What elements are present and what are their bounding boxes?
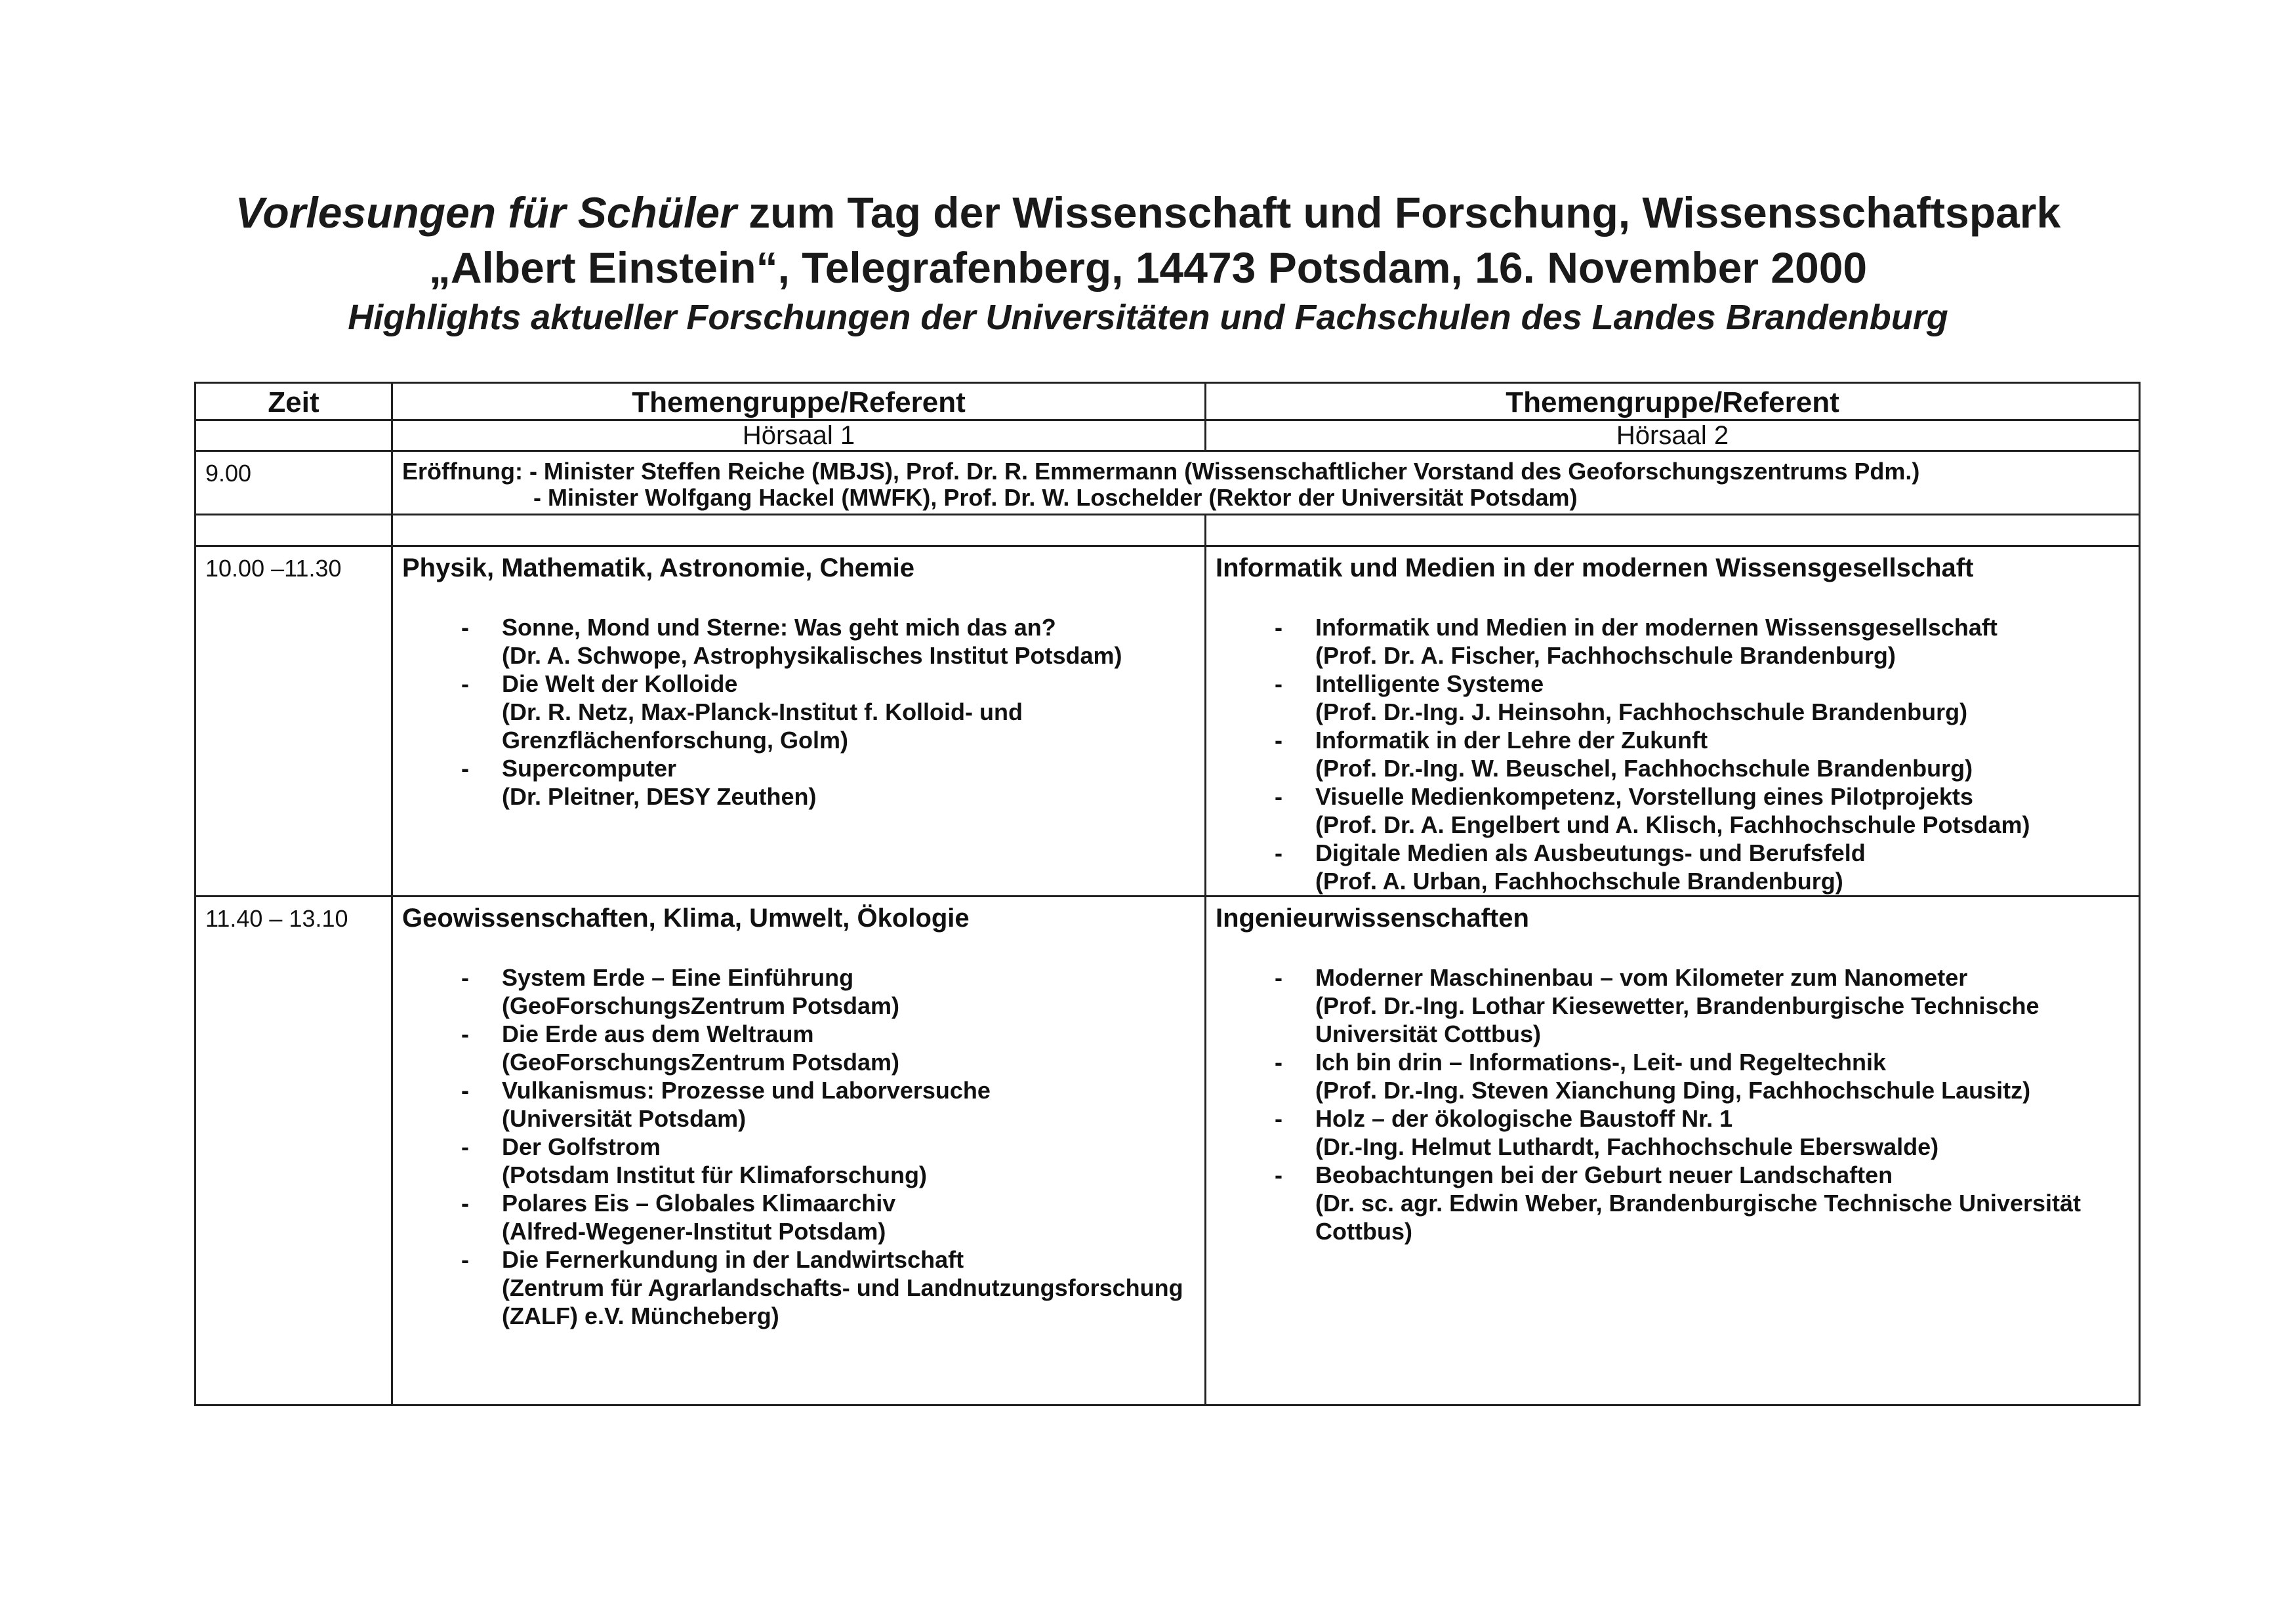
session-row: [195, 546, 2140, 897]
spacer-cell: [1206, 515, 2140, 546]
talk-list: [1216, 963, 2139, 1245]
session-time: 11.40 – 13.10: [195, 897, 392, 1405]
room-2: Hörsaal 2: [1206, 420, 2140, 451]
talk-item: [1275, 726, 2139, 782]
talk-speaker: (Dr.-Ing. Helmut Luthardt, Fachhochschule Eberswalde): [1315, 1133, 1939, 1160]
title-line-1: [0, 185, 2296, 240]
session-row: [195, 897, 2140, 1405]
talk-item: [461, 963, 1204, 1020]
talk-item: [461, 1076, 1204, 1133]
room-blank-cell: [195, 420, 392, 451]
title-rest: zum Tag der Wissenschaft und Forschung, Wissensschaftspark: [736, 188, 2061, 237]
session-hall-2-cell: [1206, 546, 2140, 897]
session-hall-1-cell: [392, 546, 1206, 897]
talk-list: [402, 613, 1204, 811]
talk-item: [1275, 963, 2139, 1048]
talk-item: [461, 1245, 1204, 1330]
talk-item: [461, 754, 1204, 811]
opening-cell: [392, 451, 2140, 515]
talk-speaker: (Prof. Dr.-Ing. Lothar Kiesewetter, Brandenburgische Technische Universität Cottbus): [1315, 992, 2040, 1047]
talk-title: - Moderner Maschinenbau – vom Kilometer zum Nanometer: [1315, 964, 1968, 991]
talk-speaker: (Dr. sc. agr. Edwin Weber, Brandenburgische Technische Universität Cottbus): [1315, 1190, 2081, 1245]
session-hall-1-cell: [392, 897, 1206, 1405]
talk-item: [1275, 1048, 2139, 1104]
talk-item: [1275, 782, 2139, 839]
talk-title: - Visuelle Medienkompetenz, Vorstellung eines Pilotprojekts: [1315, 783, 1973, 810]
talk-speaker: (Prof. Dr.-Ing. W. Beuschel, Fachhochschule Brandenburg): [1315, 755, 1973, 782]
talk-title: - Informatik in der Lehre der Zukunft: [1315, 727, 1708, 754]
talk-speaker: (Universität Potsdam): [502, 1105, 747, 1132]
talk-title: - Die Fernerkundung in der Landwirtschaft: [502, 1246, 964, 1273]
topic-title: Ingenieurwissenschaften: [1216, 904, 1529, 933]
talk-title: - Beobachtungen bei der Geburt neuer Landschaften: [1315, 1161, 1893, 1188]
talk-item: [461, 1133, 1204, 1189]
title-line-2: „Albert Einstein“, Telegrafenberg, 14473 Potsdam, 16. November 2000: [428, 243, 1868, 292]
spacer-cell: [195, 515, 392, 546]
talk-item: [1275, 839, 2139, 895]
talk-speaker: (Prof. Dr.-Ing. Steven Xianchung Ding, Fachhochschule Lausitz): [1315, 1077, 2031, 1104]
talk-speaker: (Potsdam Institut für Klimaforschung): [502, 1161, 927, 1188]
talk-item: [1275, 613, 2139, 670]
talk-title: - Digitale Medien als Ausbeutungs- und Berufsfeld: [1315, 839, 1866, 866]
talk-title: - Ich bin drin – Informations-, Leit- und Regeltechnik: [1315, 1049, 1887, 1076]
talk-speaker: (Prof. A. Urban, Fachhochschule Brandenburg): [1315, 868, 1843, 895]
talk-title: - System Erde – Eine Einführung: [502, 964, 854, 991]
talk-list: [402, 963, 1204, 1330]
subtitle: Highlights aktueller Forschungen der Universitäten und Fachschulen des Landes Brandenburg: [348, 298, 1948, 337]
topic-title: Geowissenschaften, Klima, Umwelt, Ökologie: [402, 904, 970, 933]
talk-item: [461, 1189, 1204, 1245]
talk-item: [461, 670, 1204, 754]
talk-title: - Die Welt der Kolloide: [502, 670, 738, 697]
spacer-row: [195, 515, 2140, 546]
col-time-header: Zeit: [195, 383, 392, 420]
talk-item: [1275, 1161, 2139, 1245]
talk-speaker: (Alfred-Wegener-Institut Potsdam): [502, 1218, 886, 1245]
talk-item: [461, 613, 1204, 670]
col-group-1-header: Themengruppe/Referent: [392, 383, 1206, 420]
room-1: Hörsaal 1: [392, 420, 1206, 451]
opening-line-2: - Minister Wolfgang Hackel (MWFK), Prof. Dr. W. Loschelder (Rektor der Universität Potsdam): [533, 484, 1578, 511]
talk-speaker: (Zentrum für Agrarlandschafts- und Landnutzungsforschung (ZALF) e.V. Müncheberg): [502, 1274, 1183, 1329]
col-group-2-header: Themengruppe/Referent: [1206, 383, 2140, 420]
talk-speaker: (Dr. Pleitner, DESY Zeuthen): [502, 783, 817, 810]
topic-title: Physik, Mathematik, Astronomie, Chemie: [402, 554, 914, 582]
talk-speaker: (Dr. R. Netz, Max-Planck-Institut f. Kolloid- und Grenzflächenforschung, Golm): [502, 698, 1023, 754]
talk-title: - Holz – der ökologische Baustoff Nr. 1: [1315, 1105, 1733, 1132]
talk-item: [461, 1020, 1204, 1076]
opening-line-1: Eröffnung: - Minister Steffen Reiche (MBJS), Prof. Dr. R. Emmermann (Wissenschaftlicher Vorstand des Geoforschungszentrums Pdm.): [402, 458, 1920, 485]
talk-speaker: (GeoForschungsZentrum Potsdam): [502, 1049, 900, 1076]
talk-title: - Polares Eis – Globales Klimaarchiv: [502, 1190, 896, 1217]
title-italic: Vorlesungen für Schüler: [235, 188, 737, 237]
talk-speaker: (Dr. A. Schwope, Astrophysikalisches Institut Potsdam): [502, 642, 1122, 669]
talk-title: - Intelligente Systeme: [1315, 670, 1544, 697]
talk-speaker: (Prof. Dr. A. Fischer, Fachhochschule Brandenburg): [1315, 642, 1896, 669]
talk-title: - Vulkanismus: Prozesse und Laborversuche: [502, 1077, 991, 1104]
talk-speaker: (GeoForschungsZentrum Potsdam): [502, 992, 900, 1019]
schedule-table: [194, 382, 2141, 1406]
talk-title: - Sonne, Mond und Sterne: Was geht mich das an?: [502, 614, 1056, 641]
spacer-cell: [392, 515, 1206, 546]
talk-item: [1275, 1104, 2139, 1161]
talk-speaker: (Prof. Dr.-Ing. J. Heinsohn, Fachhochschule Brandenburg): [1315, 698, 1968, 725]
opening-row: [195, 451, 2140, 515]
room-row: [195, 420, 2140, 451]
document-header: [0, 185, 2296, 340]
header-row: [195, 383, 2140, 420]
talk-title: - Der Golfstrom: [502, 1133, 661, 1160]
opening-time: 9.00: [195, 451, 392, 515]
talk-title: - Die Erde aus dem Weltraum: [502, 1020, 814, 1047]
session-hall-2-cell: [1206, 897, 2140, 1405]
topic-title: Informatik und Medien in der modernen Wissensgesellschaft: [1216, 554, 1974, 582]
talk-list: [1216, 613, 2139, 895]
talk-title: - Supercomputer: [502, 755, 677, 782]
talk-item: [1275, 670, 2139, 726]
session-time: 10.00 –11.30: [195, 546, 392, 897]
talk-speaker: (Prof. Dr. A. Engelbert und A. Klisch, Fachhochschule Potsdam): [1315, 811, 2030, 838]
talk-title: - Informatik und Medien in der modernen Wissensgesellschaft: [1315, 614, 1998, 641]
